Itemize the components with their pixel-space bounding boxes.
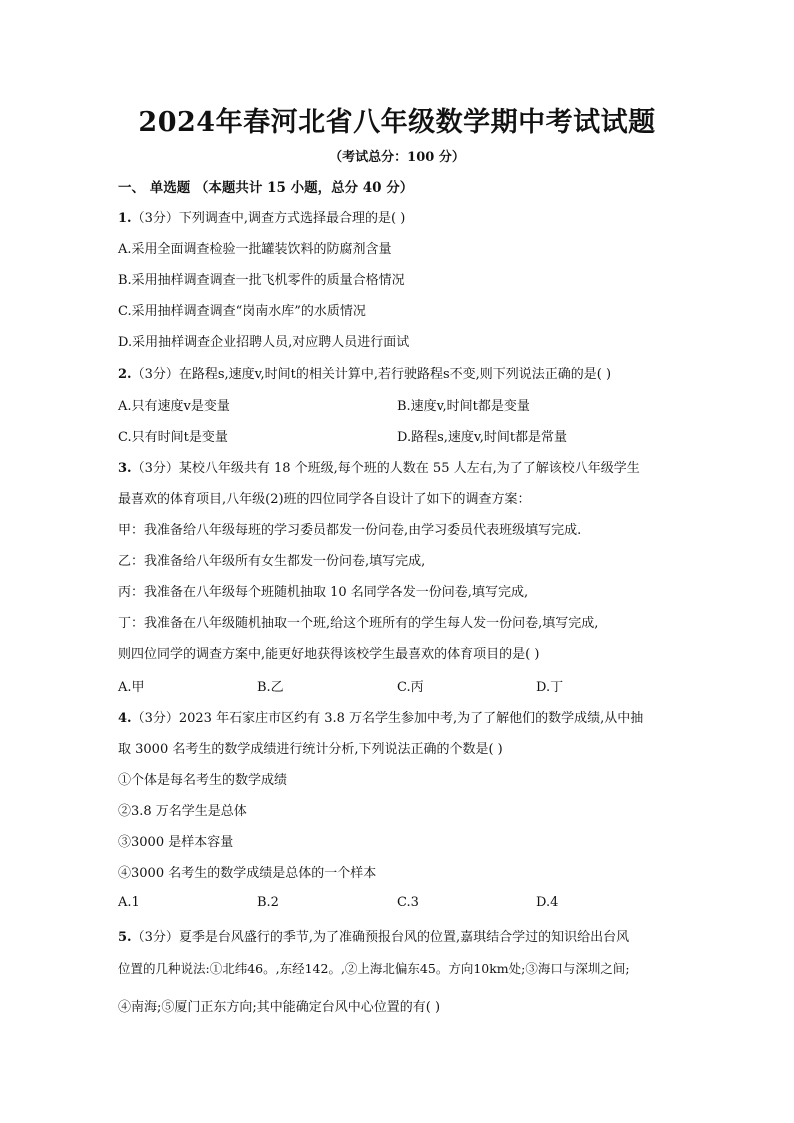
question-5-stem bbox=[118, 926, 678, 945]
question-2-stem bbox=[118, 363, 678, 382]
question-5-text-1: 夏季是台风盛行的季节,为了准确预报台风的位置,嘉琪结合学过的知识给出台风 bbox=[178, 930, 630, 945]
question-4-option-c: C.3 bbox=[397, 895, 419, 910]
question-4-statement-4: ④3000 名考生的数学成绩是总体的一个样本 bbox=[118, 866, 377, 881]
question-4-text-2: 取 3000 名考生的数学成绩进行统计分析,下列说法正确的个数是( ) bbox=[118, 742, 503, 757]
question-4-option-d: D.4 bbox=[536, 895, 559, 910]
question-1-stem bbox=[118, 207, 678, 226]
question-3-option-a: A.甲 bbox=[118, 680, 145, 695]
question-4-score: （3分） bbox=[131, 711, 179, 726]
question-2-option-b: B.速度v,时间t都是变量 bbox=[397, 399, 530, 414]
question-3-plan-ding: 丁：我准备在八年级随机抽取一个班,给这个班所有的学生每人发一份问卷,填写完成, bbox=[118, 616, 599, 631]
question-2-option-d: D.路程s,速度v,时间t都是常量 bbox=[397, 430, 568, 445]
question-5-text-3: ④南海;⑤厦门正东方向;其中能确定台风中心位置的有( ) bbox=[118, 1000, 441, 1015]
exam-total-score: （考试总分：100 分） bbox=[329, 150, 465, 165]
question-2-text: 在路程s,速度v,时间t的相关计算中,若行驶路程s不变,则下列说法正确的是( ) bbox=[178, 367, 612, 382]
question-3-option-c: C.丙 bbox=[397, 680, 424, 695]
question-1-option-d: D.采用抽样调查企业招聘人员,对应聘人员进行面试 bbox=[118, 335, 410, 350]
question-1-option-c: C.采用抽样调查调查“岗南水库”的水质情况 bbox=[118, 304, 366, 319]
question-5-number: 5. bbox=[118, 930, 132, 945]
section-single-choice-heading: 一、 单选题 （本题共计 15 小题，总分 40 分） bbox=[118, 180, 414, 196]
question-2-score: （3分） bbox=[131, 367, 179, 382]
question-1-score: （3分） bbox=[131, 211, 179, 226]
question-3-text-1: 某校八年级共有 18 个班级,每个班的人数在 55 人左右,为了了解该校八年级学生 bbox=[178, 461, 640, 476]
question-4-stem bbox=[118, 707, 678, 726]
question-1-text: 下列调查中,调查方式选择最合理的是( ) bbox=[178, 211, 406, 226]
question-1-option-b: B.采用抽样调查调查一批飞机零件的质量合格情况 bbox=[118, 273, 405, 288]
question-2-option-c: C.只有时间t是变量 bbox=[118, 430, 228, 445]
question-3-option-b: B.乙 bbox=[257, 680, 284, 695]
question-3-text-2: 最喜欢的体育项目,八年级(2)班的四位同学各自设计了如下的调查方案： bbox=[118, 492, 531, 507]
question-3-plan-jia: 甲：我准备给八年级每班的学习委员都发一份问卷,由学习委员代表班级填写完成. bbox=[118, 523, 582, 538]
question-3-number: 3. bbox=[118, 461, 132, 476]
question-4-statement-2: ②3.8 万名学生是总体 bbox=[118, 804, 247, 819]
question-1-option-a: A.采用全面调查检验一批罐装饮料的防腐剂含量 bbox=[118, 242, 392, 257]
question-4-statement-3: ③3000 是样本容量 bbox=[118, 835, 234, 850]
question-3-plan-yi: 乙：我准备给八年级所有女生都发一份问卷,填写完成, bbox=[118, 554, 426, 569]
question-5-score: （3分） bbox=[131, 930, 179, 945]
question-4-number: 4. bbox=[118, 711, 132, 726]
question-2-number: 2. bbox=[118, 367, 132, 382]
question-3-score: （3分） bbox=[131, 461, 179, 476]
exam-title: 2024年春河北省八年级数学期中考试试题 bbox=[138, 107, 656, 138]
question-4-text-1: 2023 年石家庄市区约有 3.8 万名学生参加中考,为了了解他们的数学成绩,从中抽 bbox=[178, 711, 644, 726]
question-3-stem bbox=[118, 457, 678, 476]
question-5-text-2: 位置的几种说法:①北纬46。,东经142。,②上海北偏东45。方向10km处;③海口与深圳之间; bbox=[118, 961, 630, 976]
question-3-plan-bing: 丙：我准备在八年级每个班随机抽取 10 名同学各发一份问卷,填写完成, bbox=[118, 585, 529, 600]
question-2-option-a: A.只有速度v是变量 bbox=[118, 399, 230, 414]
question-3-ask: 则四位同学的调查方案中,能更好地获得该校学生最喜欢的体育项目的是( ) bbox=[118, 647, 540, 662]
question-4-statement-1: ①个体是每名考生的数学成绩 bbox=[118, 773, 288, 788]
question-4-option-b: B.2 bbox=[257, 895, 279, 910]
question-1-number: 1. bbox=[118, 211, 132, 226]
question-3-option-d: D.丁 bbox=[536, 680, 564, 695]
question-4-option-a: A.1 bbox=[118, 895, 140, 910]
